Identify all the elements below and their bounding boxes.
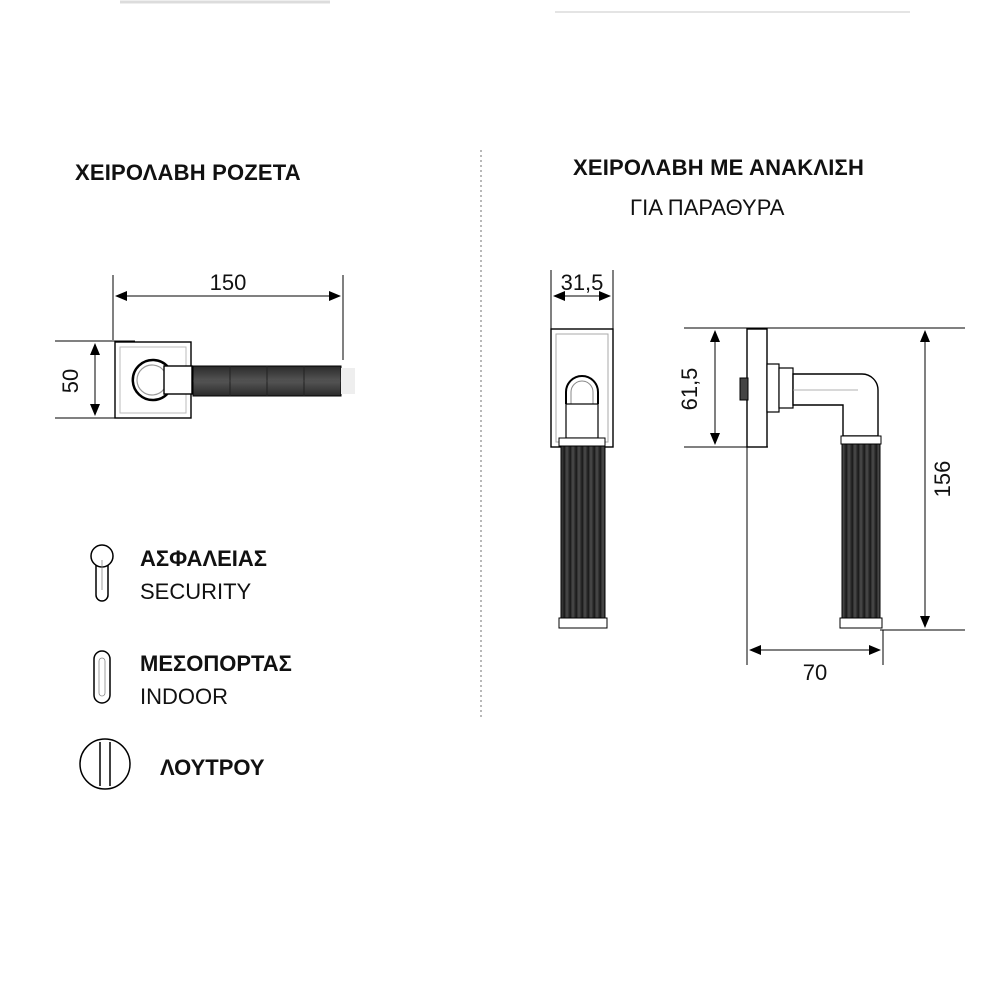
tilt-handle-subtitle: ΓΙΑ ΠΑΡΑΘΥΡΑ xyxy=(630,195,785,220)
dimension-total-height-label: 156 xyxy=(930,460,955,498)
tilt-handle-front-view xyxy=(551,329,613,628)
legend-indoor-subtitle: INDOOR xyxy=(140,684,228,709)
bathroom-lock-icon xyxy=(80,739,130,789)
legend-indoor-title: ΜΕΣΟΠΟΡΤΑΣ xyxy=(140,651,292,676)
legend-bathroom-title: ΛΟΥΤΡΟΥ xyxy=(160,755,265,780)
dimension-projection-label: 70 xyxy=(802,660,828,685)
tilt-handle-title: ΧΕΙΡΟΛΑΒΗ ΜΕ ΑΝΑΚΛΙΣΗ xyxy=(573,155,865,180)
keyhole-security-icon xyxy=(91,545,113,601)
dimension-front-width-label: 31,5 xyxy=(560,270,604,295)
keyhole-indoor-icon xyxy=(94,651,110,703)
legend-security-subtitle: SECURITY xyxy=(140,579,252,604)
legend-item-security xyxy=(91,545,267,604)
legend-item-indoor xyxy=(94,651,292,709)
tilt-handle-side-view xyxy=(740,329,882,628)
dimension-width-label: 150 xyxy=(209,270,247,295)
rosette-handle-title: ΧΕΙΡΟΛΑΒΗ ΡΟΖΕΤΑ xyxy=(75,160,301,185)
dimension-rose-height-label: 61,5 xyxy=(677,367,702,411)
dimension-height-label: 50 xyxy=(58,368,83,394)
legend-security-title: ΑΣΦΑΛΕΙΑΣ xyxy=(140,546,267,571)
legend-item-bathroom xyxy=(80,739,265,789)
rosette-handle-drawing xyxy=(115,342,355,418)
